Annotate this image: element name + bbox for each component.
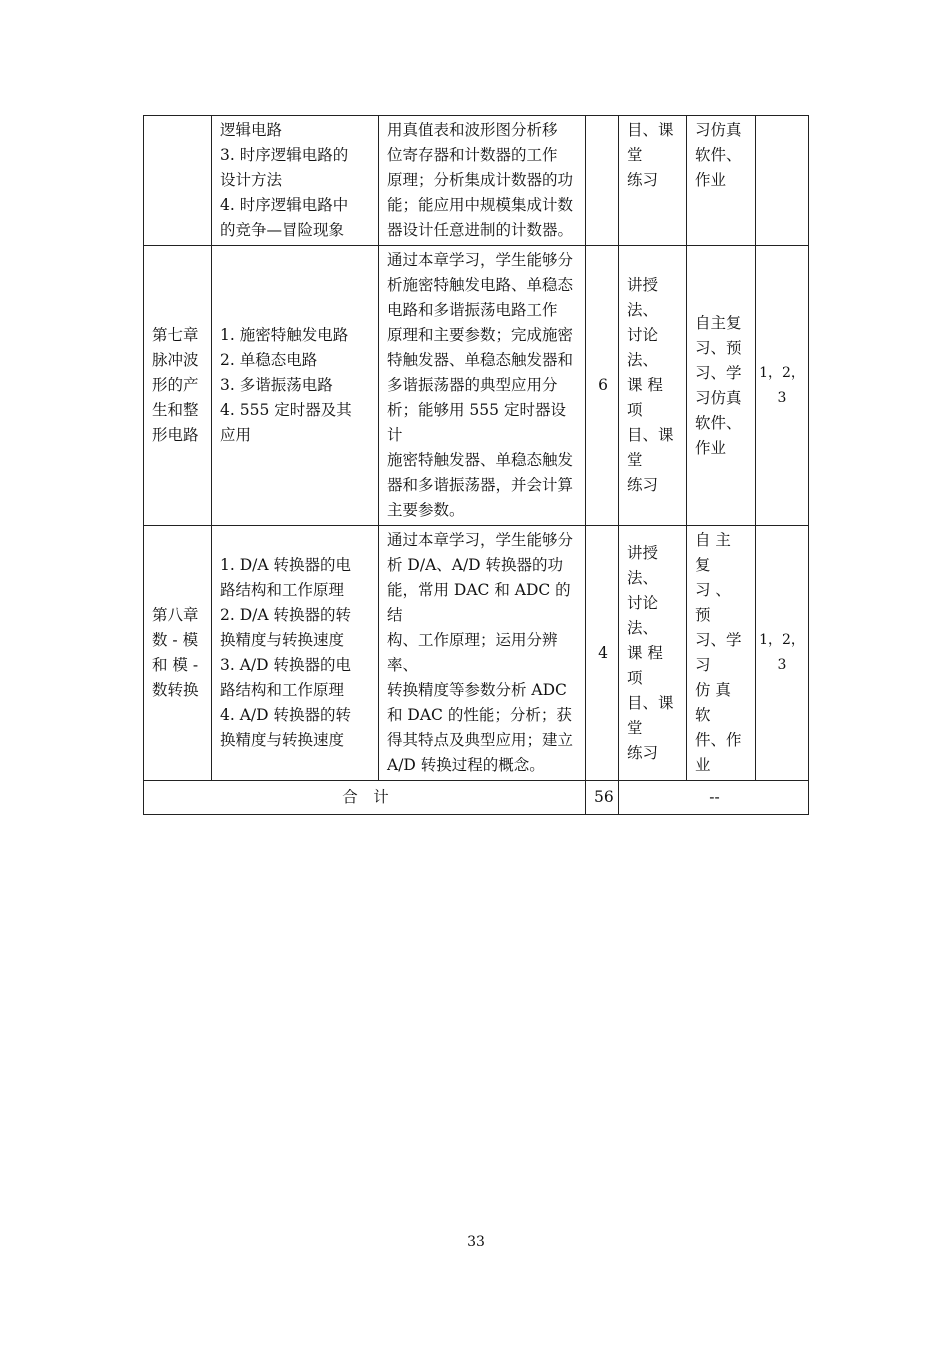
table-row xyxy=(144,116,809,246)
method-cell xyxy=(619,526,687,781)
content-line: 路结构和工作原理 xyxy=(220,581,345,599)
method-line: 目、课堂 xyxy=(627,121,674,164)
practice-line: 软件、 xyxy=(695,146,742,164)
goals-line: 主要参数。 xyxy=(387,501,465,519)
goals-line: 能；能应用中规模集成计数 xyxy=(387,196,574,214)
practice-line: 习仿真 xyxy=(695,388,742,407)
total-hours: 56 xyxy=(586,781,619,815)
goals-line: 原理；分析集成计数器的功 xyxy=(387,171,574,189)
total-label: 合 计 xyxy=(144,781,586,815)
content-line: 4. 时序逻辑电路中 xyxy=(220,196,349,214)
practice-line: 作业 xyxy=(695,171,727,189)
table-row xyxy=(144,246,809,526)
practice-line: 习、预 xyxy=(695,338,742,357)
practice-cell xyxy=(687,246,756,526)
goals-line: 得其特点及典型应用；建立 xyxy=(387,731,574,749)
goals-line: 原理和主要参数；完成施密 xyxy=(387,326,574,344)
method-line: 练习 xyxy=(627,476,659,494)
goals-line: 和 DAC 的性能；分析；获 xyxy=(387,706,572,724)
hours-cell: 6 xyxy=(586,246,619,526)
practice-cell xyxy=(687,116,756,246)
hours-cell xyxy=(586,116,619,246)
goals-line: 析 D/A、A/D 转换器的功 xyxy=(387,556,564,574)
goals-line: 位寄存器和计数器的工作 xyxy=(387,146,558,164)
content-line: 2. 单稳态电路 xyxy=(220,351,318,369)
method-line: 课 程 项 xyxy=(627,376,663,419)
practice-cell xyxy=(687,526,756,781)
chapter-line: 形电路 xyxy=(152,426,199,444)
goals-line: 施密特触发器、单稳态触发 xyxy=(387,451,574,469)
practice-line: 件、作业 xyxy=(695,731,742,774)
goals-line: 用真值表和波形图分析移 xyxy=(387,121,558,139)
content-cell xyxy=(212,526,379,781)
method-line: 讲授法、 xyxy=(627,543,659,587)
goals-line: 电路和多谐振荡电路工作 xyxy=(387,301,558,319)
practice-line: 习 、 预 xyxy=(695,581,731,624)
practice-line: 作业 xyxy=(695,438,727,457)
method-line: 练习 xyxy=(627,171,659,189)
goals-line: 析；能够用 555 定时器设计 xyxy=(387,401,566,444)
total-row xyxy=(144,781,809,815)
practice-line: 软件、 xyxy=(695,413,742,432)
method-line: 讨论法、 xyxy=(627,326,659,369)
method-cell xyxy=(619,246,687,526)
goals-line: 器设计任意进制的计数器。 xyxy=(387,221,574,239)
chapter-line: 数转换 xyxy=(152,681,199,699)
practice-line: 自主复 xyxy=(695,313,742,332)
content-line: 应用 xyxy=(220,426,252,444)
chapter-line: 第七章 xyxy=(152,326,199,344)
content-line: 1. D/A 转换器的电 xyxy=(220,556,351,574)
practice-line: 习仿真 xyxy=(695,121,742,139)
goals-cell xyxy=(379,526,586,781)
content-line: 4. 555 定时器及其 xyxy=(220,401,352,419)
goals-cell xyxy=(379,116,586,246)
method-cell xyxy=(619,116,687,246)
objective-cell: 1，2，3 xyxy=(756,526,809,781)
content-line: 3. 多谐振荡电路 xyxy=(220,376,333,394)
practice-line: 仿 真 软 xyxy=(695,681,731,724)
chapter-line: 数 - 模 xyxy=(152,631,199,649)
goals-line: 多谐振荡器的典型应用分 xyxy=(387,376,558,394)
total-rest: -- xyxy=(619,781,809,815)
objective-cell xyxy=(756,116,809,246)
method-line: 目、课堂 xyxy=(627,426,674,469)
chapter-cell xyxy=(144,246,212,526)
content-line: 换精度与转换速度 xyxy=(220,731,345,749)
content-cell xyxy=(212,246,379,526)
method-line: 练习 xyxy=(627,743,659,762)
table-body xyxy=(144,116,809,815)
content-line: 设计方法 xyxy=(220,171,283,189)
goals-line: 器和多谐振荡器，并会计算 xyxy=(387,476,574,494)
method-line: 目、课堂 xyxy=(627,693,674,737)
content-line: 换精度与转换速度 xyxy=(220,631,345,649)
method-line: 讲授法、 xyxy=(627,276,659,319)
method-line: 讨论法、 xyxy=(627,593,659,637)
goals-line: 能，常用 DAC 和 ADC 的结 xyxy=(387,581,571,624)
chapter-line: 第八章 xyxy=(152,606,199,624)
chapter-cell xyxy=(144,116,212,246)
practice-line: 习、学 xyxy=(695,363,742,382)
method-line: 课 程 项 xyxy=(627,643,663,687)
content-line: 4. A/D 转换器的转 xyxy=(220,706,351,724)
goals-line: 构、工作原理；运用分辨率、 xyxy=(387,631,558,674)
chapter-line: 生和整 xyxy=(152,401,199,419)
goals-line: 析施密特触发电路、单稳态 xyxy=(387,276,574,294)
content-cell xyxy=(212,116,379,246)
page-number: 33 xyxy=(467,1234,485,1250)
practice-line: 习、学习 xyxy=(695,631,742,674)
chapter-cell xyxy=(144,526,212,781)
content-line: 1. 施密特触发电路 xyxy=(220,326,349,344)
goals-line: 通过本章学习，学生能够分 xyxy=(387,251,574,269)
goals-line: 转换精度等参数分析 ADC xyxy=(387,681,567,699)
chapter-line: 和 模 - xyxy=(152,656,199,674)
practice-line: 自 主 复 xyxy=(695,531,731,574)
content-line: 逻辑电路 xyxy=(220,121,283,139)
chapter-line: 形的产 xyxy=(152,376,199,394)
goals-line: 特触发器、单稳态触发器和 xyxy=(387,351,574,369)
content-line: 路结构和工作原理 xyxy=(220,681,345,699)
hours-cell: 4 xyxy=(586,526,619,781)
content-line: 3. 时序逻辑电路的 xyxy=(220,146,349,164)
content-line: 2. D/A 转换器的转 xyxy=(220,606,351,624)
objective-cell: 1，2，3 xyxy=(756,246,809,526)
chapter-line: 脉冲波 xyxy=(152,351,199,369)
table-row xyxy=(144,526,809,781)
content-line: 的竞争—冒险现象 xyxy=(220,221,345,239)
goals-line: A/D 转换过程的概念。 xyxy=(387,756,545,774)
curriculum-table xyxy=(143,115,809,815)
goals-line: 通过本章学习，学生能够分 xyxy=(387,531,574,549)
content-line: 3. A/D 转换器的电 xyxy=(220,656,351,674)
goals-cell xyxy=(379,246,586,526)
